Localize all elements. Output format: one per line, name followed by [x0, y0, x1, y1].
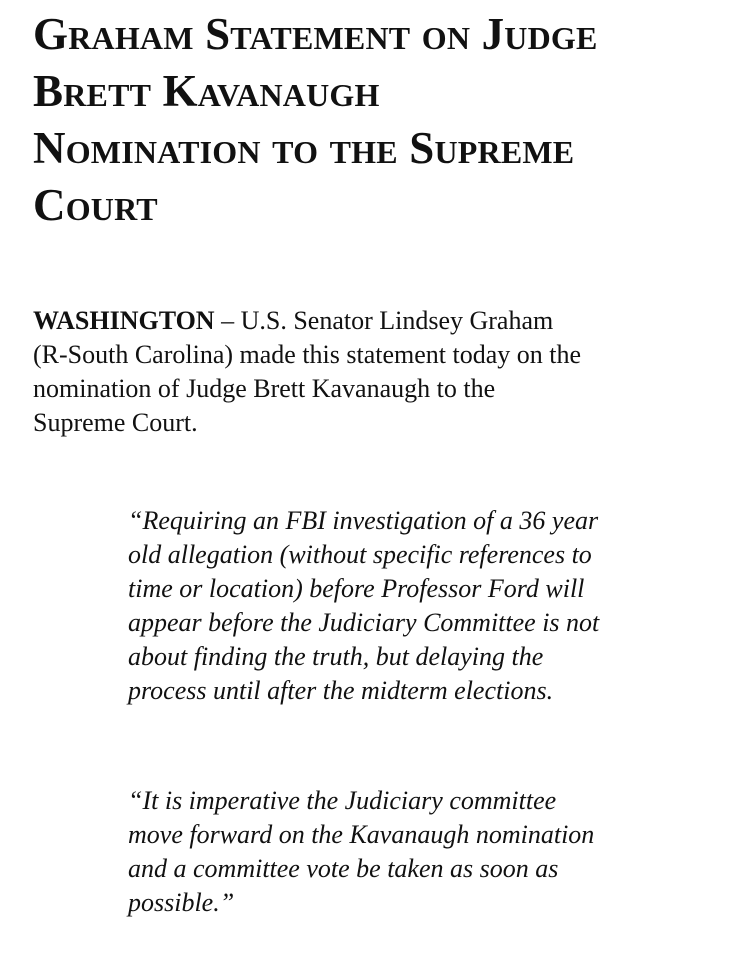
- quote-line: about finding the truth, but delaying the: [128, 642, 544, 671]
- title-line: Nomination to the Supreme: [33, 123, 575, 173]
- dateline: WASHINGTON: [33, 306, 215, 335]
- quote-paragraph: [128, 784, 728, 920]
- lede-line: [33, 304, 723, 338]
- lede-line: nomination of Judge Brett Kavanaugh to the: [33, 374, 496, 403]
- quote-line: possible.”: [128, 888, 235, 917]
- title-line: Graham Statement on Judge: [33, 9, 598, 59]
- quote-line: “It is imperative the Judiciary committee: [128, 786, 557, 815]
- lede-text: – U.S. Senator Lindsey Graham: [214, 306, 554, 335]
- lede-paragraph: [33, 304, 723, 440]
- quote-paragraph: [128, 504, 728, 708]
- lede-line: Supreme Court.: [33, 408, 198, 437]
- quote-line: time or location) before Professor Ford will: [128, 574, 585, 603]
- title-line: Brett Kavanaugh: [33, 66, 380, 116]
- quote-line: appear before the Judiciary Committee is not: [128, 608, 600, 637]
- quote-line: and a committee vote be taken as soon as: [128, 854, 559, 883]
- quote-line: “Requiring an FBI investigation of a 36 year: [128, 506, 599, 535]
- quote-line: move forward on the Kavanaugh nomination: [128, 820, 595, 849]
- press-release-title: [33, 6, 723, 234]
- title-line: Court: [33, 180, 158, 230]
- quote-line: old allegation (without specific references to: [128, 540, 592, 569]
- quote-line: process until after the midterm elections.: [128, 676, 554, 705]
- lede-line: (R-South Carolina) made this statement today on the: [33, 340, 582, 369]
